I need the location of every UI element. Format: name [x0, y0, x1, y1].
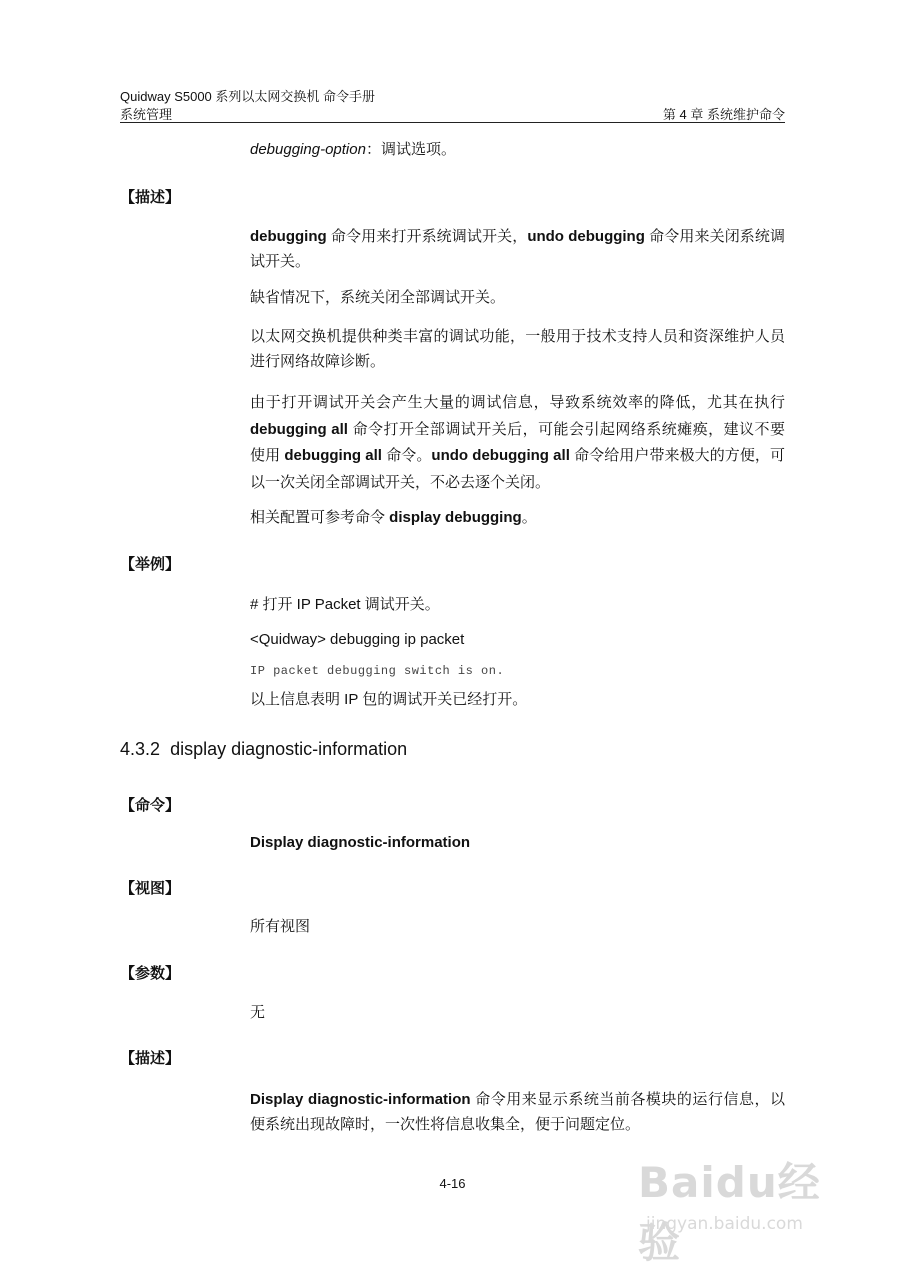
text-span: 命令用来关闭系统调试开关。 — [250, 228, 786, 270]
example-explanation: 以上信息表明 IP 包的调试开关已经打开。 — [250, 691, 528, 708]
keyword: display debugging — [389, 509, 522, 526]
header-divider — [120, 122, 785, 123]
baidu-jingyan-watermark — [638, 1150, 853, 1267]
header-chapter: 第 4 章 系统维护命令 — [662, 107, 785, 122]
example-output: IP packet debugging switch is on. — [250, 664, 505, 678]
param-term: debugging-option — [250, 141, 366, 158]
text-span: 命令给用户带来极大的方便，可以一次关闭全部调试开关，不必去逐个关闭。 — [250, 447, 786, 491]
description-paragraph-4 — [250, 390, 785, 496]
example-step: # 打开 IP Packet 调试开关。 — [250, 596, 440, 613]
keyword: debugging all — [250, 420, 348, 438]
text-span: 命令用来打开系统调试开关， — [326, 228, 528, 245]
text-span: 由于打开调试开关会产生大量的调试信息，导致系统效率的降低，尤其在执行 — [250, 394, 785, 411]
header-section: 系统管理 — [120, 107, 173, 122]
command-label: 【命令】 — [120, 797, 181, 814]
text-span: 相关配置可参考命令 — [250, 509, 390, 526]
section-number: 4.3.2 — [120, 739, 161, 759]
header-line2 — [120, 104, 785, 123]
example-command: <Quidway> debugging ip packet — [250, 631, 465, 648]
text-span: 命令打开全部调试开关后，可能会引起网络系统瘫痪，建议不要使用 — [250, 420, 785, 464]
keyword: debugging all — [284, 447, 382, 464]
page-number: 4-16 — [439, 1176, 466, 1191]
section-title: display diagnostic-information — [170, 739, 408, 759]
watermark-url: jingyan.baidu.com — [646, 1214, 803, 1234]
keyword: debugging — [250, 228, 327, 245]
description-paragraph-2: 缺省情况下，系统关闭全部调试开关。 — [250, 289, 506, 306]
view-value: 所有视图 — [250, 918, 311, 935]
description-paragraph-3: 以太网交换机提供种类丰富的调试功能，一般用于技术支持人员和资深维护人员进行网络故障诊断。 — [250, 328, 785, 370]
description-paragraph-1 — [250, 224, 785, 274]
keyword: undo debugging — [527, 228, 645, 245]
text-span: 。 — [521, 509, 537, 526]
text-span: 命令。 — [381, 447, 432, 464]
keyword: undo debugging all — [431, 447, 570, 464]
section-heading — [120, 739, 407, 760]
keyword: Display diagnostic-information — [250, 1091, 471, 1108]
watermark-logo: Baidu经验 — [638, 1158, 821, 1267]
description-label: 【描述】 — [120, 189, 181, 206]
example-label: 【举例】 — [120, 556, 181, 573]
param-line — [250, 138, 785, 162]
param-desc: ：调试选项。 — [365, 141, 456, 158]
parameters-label: 【参数】 — [120, 965, 181, 982]
view-label: 【视图】 — [120, 880, 181, 897]
parameters-value: 无 — [250, 1004, 266, 1021]
description-paragraph-5 — [250, 506, 785, 530]
header-manual-title: Quidway S5000 系列以太网交换机 命令手册 — [120, 89, 376, 104]
command-syntax: Display diagnostic-information — [250, 834, 471, 851]
description-label-2: 【描述】 — [120, 1050, 181, 1067]
description-2-paragraph — [250, 1087, 785, 1137]
text-span: 命令用来显示系统当前各模块的运行信息，以便系统出现故障时，一次性将信息收集全，便于问题定位。 — [250, 1091, 785, 1133]
